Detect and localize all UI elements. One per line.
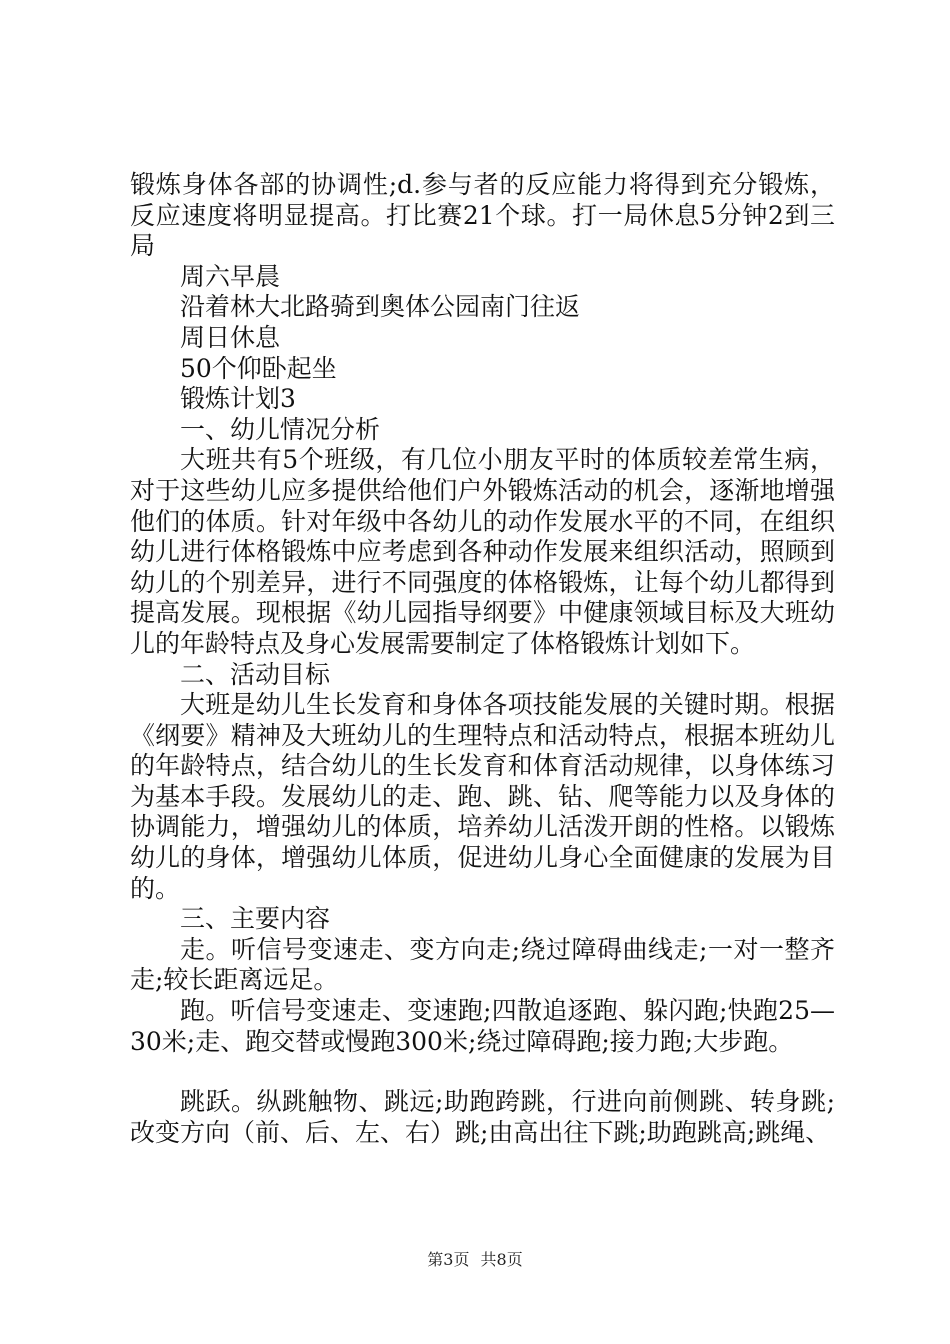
paragraph-cycling-route: 沿着林大北路骑到奥体公园南门往返 — [180, 292, 581, 322]
section-title-plan-3: 锻炼计划3 — [180, 384, 296, 414]
page-number: 第3页 — [427, 1250, 470, 1269]
paragraph-child-analysis: 大班共有5个班级，有几位小朋友平时的体质较差常生病，对于这些幼儿应多提供给他们户外锻炼活动的机会，逐渐地增强他们的体质。针对年级中各幼儿的动作发展水平的不同，在组织幼儿进行体格锻炼中应考虑到各种动作发展来组织活动，照顾到幼儿的个别差异，进行不同强度的体格锻炼，让每个幼儿都得到提高发展。现根据《幼儿园指导纲要》中健康领域目标及大班幼儿的年龄特点及身心发展需要制定了体格锻炼计划如下。 — [130, 445, 835, 658]
heading-main-content: 三、主要内容 — [180, 904, 331, 934]
paragraph-spacer — [130, 1057, 835, 1087]
page-footer — [0, 1247, 950, 1270]
paragraph-saturday-morning: 周六早晨 — [180, 261, 281, 291]
paragraph-activity-goals: 大班是幼儿生长发育和身体各项技能发展的关键时期。根据《纲要》精神及大班幼儿的生理特点和活动特点，根据本班幼儿的年龄特点，结合幼儿的生长发育和体育活动规律，以身体练习为基本手段。发展幼儿的走、跑、跳、钻、爬等能力以及身体的协调能力，增强幼儿的体质，培养幼儿活泼开朗的性格。以锻炼幼儿的身体，增强幼儿体质，促进幼儿身心全面健康的发展为目的。 — [130, 690, 835, 903]
document-body — [130, 170, 835, 1148]
heading-activity-goals: 二、活动目标 — [180, 659, 331, 689]
paragraph-situps: 50个仰卧起坐 — [180, 353, 337, 383]
paragraph-walking: 走。听信号变速走、变方向走;绕过障碍曲线走;一对一整齐走;较长距离远足。 — [130, 934, 835, 995]
paragraph-sunday-rest: 周日休息 — [180, 322, 281, 352]
paragraph-running: 跑。听信号变速走、变速跑;四散追逐跑、躲闪跑;快跑25—30米;走、跑交替或慢跑300米;绕过障碍跑;接力跑;大步跑。 — [130, 996, 835, 1056]
paragraph-jumping: 跳跃。纵跳触物、跳远;助跑跨跳，行进向前侧跳、转身跳;改变方向（前、后、左、右）跳;由高出往下跳;助跑跳高;跳绳、 — [130, 1087, 835, 1147]
paragraph-coordination: 锻炼身体各部的协调性;d.参与者的反应能力将得到充分锻炼，反应速度将明显提高。打比赛21个球。打一局休息5分钟2到三局 — [130, 170, 835, 261]
heading-child-analysis: 一、幼儿情况分析 — [180, 414, 381, 444]
page-total: 共8页 — [480, 1250, 523, 1269]
